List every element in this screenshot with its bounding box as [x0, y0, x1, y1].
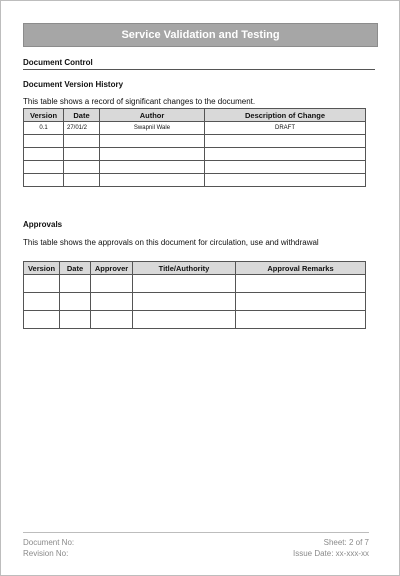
approvals-table [23, 261, 366, 329]
table-cell[interactable] [236, 311, 366, 329]
table-cell[interactable] [133, 275, 236, 293]
table-row [24, 148, 366, 161]
table-cell[interactable] [100, 135, 205, 148]
table-cell[interactable] [100, 161, 205, 174]
table-row [24, 135, 366, 148]
approvals-intro: This table shows the approvals on this document for circulation, use and withdrawal [23, 238, 319, 247]
version-history-heading: Document Version History [23, 80, 124, 89]
table-cell[interactable] [60, 275, 91, 293]
table-cell[interactable] [133, 293, 236, 311]
table-cell[interactable] [64, 161, 100, 174]
table-cell[interactable] [205, 174, 366, 187]
table-cell[interactable] [205, 148, 366, 161]
column-header-title-authority: Title/Authority [133, 262, 236, 275]
table-cell[interactable] [100, 148, 205, 161]
table-cell[interactable] [24, 161, 64, 174]
table-cell[interactable] [91, 275, 133, 293]
table-cell[interactable] [64, 135, 100, 148]
document-control-heading: Document Control [23, 58, 93, 67]
column-header-description: Description of Change [205, 109, 366, 122]
table-cell[interactable] [24, 148, 64, 161]
table-row [24, 275, 366, 293]
table-cell[interactable] [91, 311, 133, 329]
table-cell[interactable] [236, 275, 366, 293]
table-cell[interactable] [24, 135, 64, 148]
document-number-label: Document No: [23, 538, 75, 547]
version-history-intro: This table shows a record of significant changes to the document. [23, 97, 256, 106]
table-cell[interactable] [24, 275, 60, 293]
document-title-text: Service Validation and Testing [121, 29, 280, 41]
table-header-row [24, 109, 366, 122]
sheet-number: Sheet: 2 of 7 [323, 538, 369, 547]
section-divider [23, 69, 375, 70]
table-header-row [24, 262, 366, 275]
column-header-date: Date [64, 109, 100, 122]
table-cell[interactable]: 27/01/2 [64, 122, 100, 135]
approvals-heading: Approvals [23, 220, 63, 229]
table-cell[interactable] [133, 311, 236, 329]
issue-date: Issue Date: xx-xxx-xx [292, 549, 369, 558]
column-header-approval-remarks: Approval Remarks [236, 262, 366, 275]
table-cell[interactable] [91, 293, 133, 311]
column-header-version: Version [24, 262, 60, 275]
table-row [24, 122, 366, 135]
table-cell[interactable]: 0.1 [24, 122, 64, 135]
document-title [23, 23, 378, 47]
column-header-approver: Approver [91, 262, 133, 275]
footer-divider [23, 532, 369, 533]
table-row [24, 161, 366, 174]
table-cell[interactable] [236, 293, 366, 311]
column-header-author: Author [100, 109, 205, 122]
column-header-version: Version [24, 109, 64, 122]
table-cell[interactable]: Swapnil Wale [100, 122, 205, 135]
table-cell[interactable] [64, 148, 100, 161]
table-cell[interactable] [64, 174, 100, 187]
table-cell[interactable] [24, 311, 60, 329]
table-cell[interactable] [100, 174, 205, 187]
revision-number-label: Revision No: [23, 549, 69, 558]
table-cell[interactable] [24, 174, 64, 187]
table-row [24, 311, 366, 329]
table-row [24, 174, 366, 187]
table-cell[interactable] [60, 311, 91, 329]
table-cell[interactable]: DRAFT [205, 122, 366, 135]
table-row [24, 293, 366, 311]
table-cell[interactable] [60, 293, 91, 311]
table-cell[interactable] [205, 161, 366, 174]
column-header-date: Date [60, 262, 91, 275]
table-cell[interactable] [205, 135, 366, 148]
table-cell[interactable] [24, 293, 60, 311]
version-history-table [23, 108, 366, 187]
